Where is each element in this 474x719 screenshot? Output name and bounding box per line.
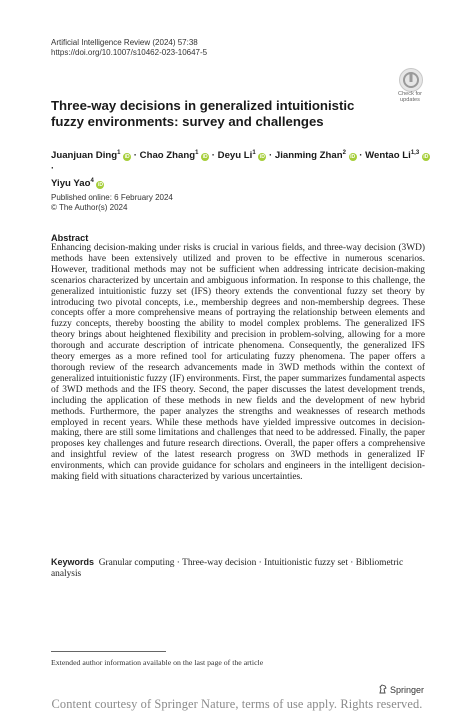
doi-link[interactable]: https://doi.org/10.1007/s10462-023-10647-5 (51, 48, 208, 57)
orcid-icon[interactable]: iD (423, 154, 429, 161)
springer-wordmark: Springer (390, 685, 425, 695)
keywords-section (51, 557, 425, 581)
footnote-divider (51, 651, 166, 652)
author[interactable]: Juanjuan Ding$^1$ iD (51, 150, 130, 162)
footnote: Extended author information available on the last page of the article (51, 658, 264, 667)
abstract-body (51, 243, 425, 483)
author[interactable]: Deyu Li$^1$ iD (217, 150, 265, 162)
author[interactable]: Yiyu Yao$^4$ iD (51, 178, 103, 190)
springer-horse-icon (378, 684, 388, 694)
author[interactable]: Chao Zhang$^1$ iD (139, 150, 208, 162)
springer-logo (378, 684, 424, 695)
orcid-icon[interactable]: iD (97, 182, 103, 189)
abstract-heading: Abstract (51, 233, 89, 243)
orcid-icon[interactable]: iD (350, 154, 356, 161)
abstract-text: Enhancing decision-making under risks is crucial in various fields, and three-way decision (3WD) methods have been extensively utilized and proven to be effective in numerous scenarios. However, traditional methods may not be sufficient when addressing intricate decision-making scenarios characterized by uncertain and ambiguous information. In response to this challenge, the generalized intuitionistic fuzzy set (IFS) theory extends the conventional fuzzy set theory by introducing two pivotal concepts, i.e., membership degrees and non-membership degrees. These concepts offer a more comprehensive means of portraying the relationship between elements and fuzzy concepts, thereby boosting the ability to model complex problems. The generalized IFS theory brings about heightened flexibility and precision in problem-solving, allowing for a more thorough and accurate description of intricate phenomena. Consequently, the generalized IFS theory emerges as a more refined tool for articulating fuzzy phenomena. The paper offers a thorough review of the research advancements made in 3WD methods within the context of generalized intuitionistic fuzzy (IF) environments. First, the paper summarizes fundamental aspects of 3WD methods and the IFS theory. Second, the paper discusses the latest development trends, including the application of these methods in new fields and the development of new hybrid methods. Furthermore, the paper analyzes the strengths and weaknesses of research methods employed in recent years. While these methods have yielded impressive outcomes in decision-making, there are still some limitations and challenges that need to be addressed. Finally, the paper proposes key challenges and future research directions. Overall, the paper offers a comprehensive and insightful review of the latest research progress on 3WD methods in generalized IF environments, which can provide guidance for scholars and engineers in the intelligent decision-making field with situations characterized by various uncertainties. (51, 243, 425, 483)
badge-line-1: Check for (398, 91, 422, 97)
keywords-list: Granular computing · Three-way decision · Intuitionistic fuzzy set · Bibliometric analysis (51, 558, 404, 580)
check-for-updates-badge[interactable] (394, 68, 426, 106)
copyright: © The Author(s) 2024 (51, 203, 128, 212)
author-separator: · (359, 150, 363, 162)
badge-line-2: updates (400, 97, 420, 104)
author-separator: · (51, 163, 55, 175)
author-separator: · (133, 150, 137, 162)
orcid-icon[interactable]: iD (124, 154, 130, 161)
author-separator: · (211, 150, 215, 162)
paper-title: Three-way decisions in generalized intuitionistic fuzzy environments: survey and challenges (51, 98, 355, 129)
keywords-label: Keywords (51, 557, 95, 567)
orcid-icon[interactable]: iD (202, 154, 208, 161)
journal-citation: Artificial Intelligence Review (2024) 57:38 (51, 38, 198, 47)
author-list (51, 147, 431, 190)
published-date: Published online: 6 February 2024 (51, 193, 173, 202)
author-separator: · (269, 150, 273, 162)
author[interactable]: Wentao Li$^{1,3}$ iD (365, 150, 429, 162)
author[interactable]: Jianming Zhan$^2$ iD (274, 150, 356, 162)
orcid-icon[interactable]: iD (259, 154, 265, 161)
update-icon (399, 68, 423, 92)
courtesy-notice: Content courtesy of Springer Nature, terms of use apply. Rights reserved. (51, 697, 423, 711)
